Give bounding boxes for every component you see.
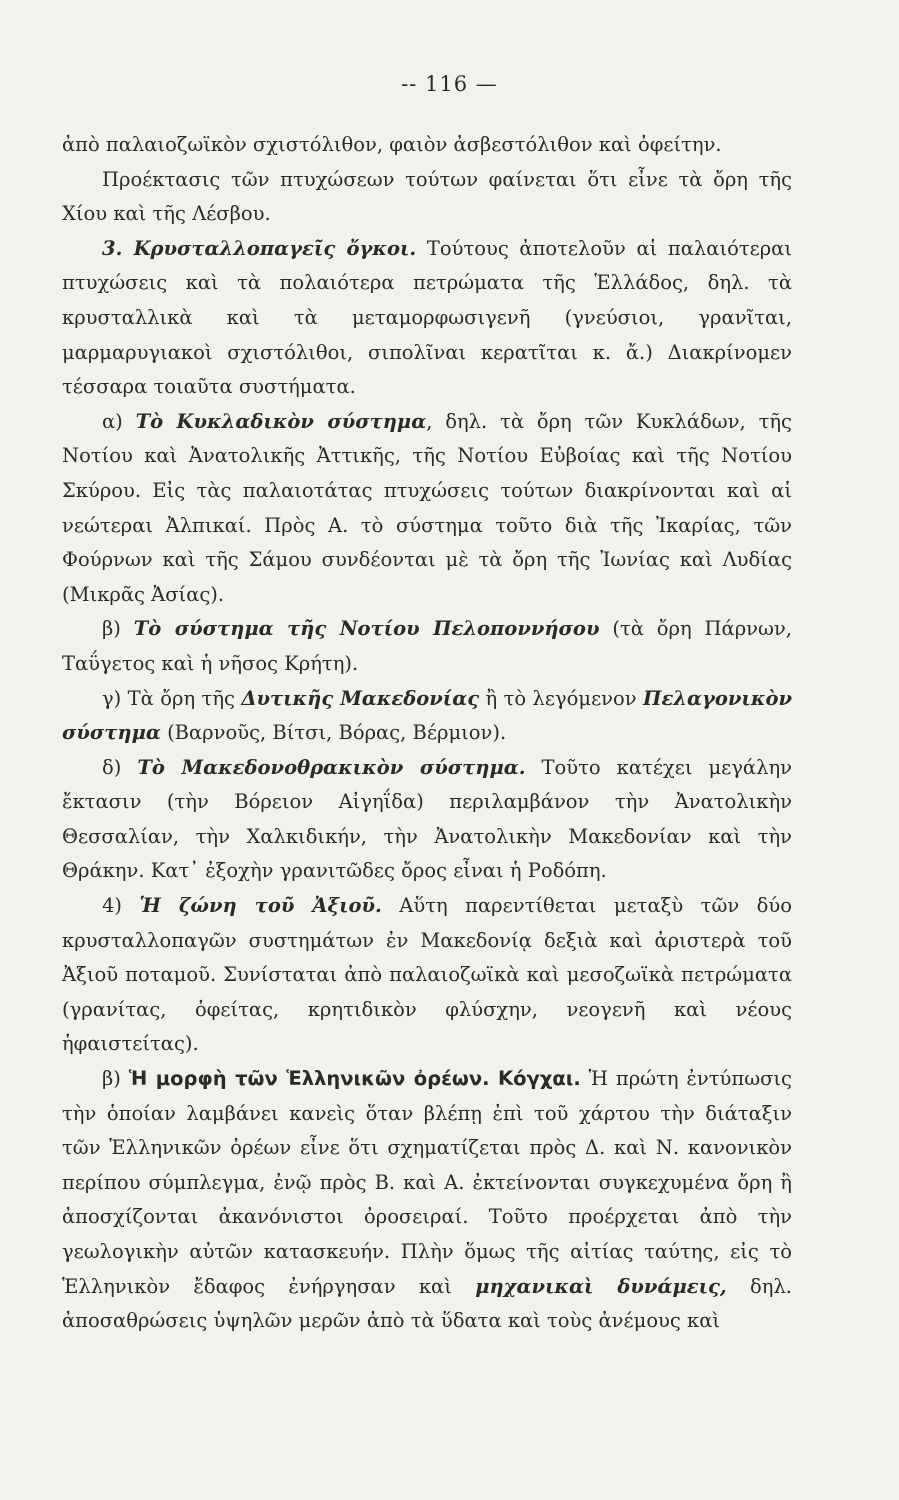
emphasis-text: Τὸ Κυκλαδικὸν σύστημα xyxy=(135,409,427,433)
text-run: , δηλ. τὰ ὄρη τῶν Κυκλάδων, τῆς Νοτίου καὶ Ἀνατολικῆς Ἀττικῆς, τῆς Νοτίου Εὐβοίας καὶ τῆς Νοτίου Σκύρου. Εἰς τὰς παλαιοτάτας πτυχώσεις τούτων διακρίνονται καὶ αἱ νεώτεραι Ἀλπικαί. Πρὸς Α. τὸ σύστημα τοῦτο διὰ τῆς Ἰκαρίας, τῶν Φούρνων καὶ τῆς Σάμου συνδέονται μὲ τὰ ὄρη τῆς Ἰωνίας καὶ Λυδίας (Μικρᾶς Ἀσίας). xyxy=(62,409,792,606)
body-text xyxy=(62,128,792,1339)
text-run: (Βαρνοῦς, Βίτσι, Βόρας, Βέρμιον). xyxy=(160,721,507,745)
emphasis-text: Τὸ Μακεδονοθρακικὸν σύστημα. xyxy=(137,755,526,779)
emphasis-text: Ἡ ζώνη τοῦ Ἀξιοῦ. xyxy=(139,894,382,918)
emphasis-text: Ἡ μορφὴ τῶν Ἑλληνικῶν ὀρέων. Κόγχαι. xyxy=(128,1067,581,1091)
text-run: Τούτους ἀποτελοῦν αἱ παλαιότεραι πτυχώσεις καὶ τὰ πολαιότερα πετρώματα τῆς Ἑλλάδος, δηλ. τὰ κρυσταλλικὰ καὶ τὰ μεταμορφωσιγενῆ (γνεύσιοι, γρανῖται, μαρμαρυγιακοὶ σχιστόλιθοι, σιπολῖναι κερατῖται κ. ἄ.) Διακρίνομεν τέσσαρα τοιαῦτα συστήματα. xyxy=(62,236,792,399)
text-run: ἢ τὸ λεγόμενον xyxy=(479,686,644,710)
emphasis-text: 3. Κρυσταλλοπαγεῖς ὄγκοι. xyxy=(102,236,417,260)
emphasis-text: μηχανικαὶ δυνάμεις, xyxy=(475,1274,727,1298)
text-run: Προέκτασις τῶν πτυχώσεων τούτων φαίνεται ὅτι εἶνε τὰ ὄρη τῆς Χίου καὶ τῆς Λέσβου. xyxy=(62,167,792,226)
emphasis-text: Δυτικῆς Μακεδονίας xyxy=(241,686,480,710)
page-number: -- 116 — xyxy=(401,72,498,96)
paragraph xyxy=(62,612,792,681)
text-run: (τὰ ὄρη Πάρνων, Ταΰγετος καὶ ἡ νῆσος Κρήτη). xyxy=(62,617,792,675)
text-run: Ἡ πρώτη ἐντύπωσις τὴν ὁποίαν λαμβάνει κανεὶς ὅταν βλέπῃ ἐπὶ τοῦ χάρτου τὴν διάταξιν τῶν Ἑλληνικῶν ὀρέων εἶνε ὅτι σχηματίζεται πρὸς Δ. καὶ Ν. κανονικὸν περίπου σύμπλεγμα, ἐνῷ πρὸς Β. καὶ Α. ἐκτείνονται συγκεχυμένα ὄρη ἢ ἀποσχίζονται ἀκανόνιστοι ὀροσειραί. Τοῦτο προέρχεται ἀπὸ τὴν γεωλογικὴν αὐτῶν κατασκευήν. Πλὴν ὅμως τῆς αἰτίας ταύτης, εἰς τὸ Ἑλληνικὸν ἔδαφος ἐνήργησαν καὶ xyxy=(62,1067,792,1298)
emphasis-text: Τὸ σύστημα τῆς Νοτίου Πελοποννήσου xyxy=(133,617,600,641)
text-run: β) xyxy=(102,617,134,641)
emphasis-text: Πελαγονικὸν σύστημα xyxy=(62,686,792,745)
paragraph xyxy=(62,889,792,1062)
paragraph xyxy=(62,1062,792,1339)
text-run: Τοῦτο κατέχει μεγάλην ἔκτασιν (τὴν Βόρειον Αἰγηΐδα) περιλαμβάνον τὴν Ἀνατολικὴν Θεσσαλίαν, τὴν Χαλκιδικήν, τὴν Ἀνατολικὴν Μακεδονίαν καὶ τὴν Θράκην. Κατ᾿ ἐξοχὴν γρανιτῶδες ὄρος εἶναι ἡ Ροδόπη. xyxy=(62,755,792,883)
paragraph xyxy=(62,128,792,163)
text-run: δ) xyxy=(102,755,138,779)
paragraph xyxy=(62,163,792,232)
text-run: β) xyxy=(102,1067,129,1091)
paragraph xyxy=(62,682,792,751)
paragraph xyxy=(62,232,792,405)
paragraph xyxy=(62,405,792,613)
text-run: Αὕτη παρεντίθεται μεταξὺ τῶν δύο κρυσταλλοπαγῶν συστημάτων ἐν Μακεδονίᾳ δεξιὰ καὶ ἀριστερὰ τοῦ Ἀξιοῦ ποταμοῦ. Συνίσταται ἀπὸ παλαιοζωϊκὰ καὶ μεσοζωϊκὰ πετρώματα (γρανίτας, ὀφείτας, κρητιδικὸν φλύσχην, νεογενῆ καὶ νέους ἡφαιστείτας). xyxy=(62,894,792,1056)
text-run: α) xyxy=(102,409,136,433)
paragraph xyxy=(62,751,792,889)
text-run: γ) Τὰ ὄρη τῆς xyxy=(102,686,242,710)
text-run: ἀπὸ παλαιοζωϊκὸν σχιστόλιθον, φαιὸν ἀσβεστόλιθον καὶ ὀφείτην. xyxy=(62,133,722,156)
text-run: 4) xyxy=(102,894,140,918)
text-run: δηλ. ἀποσαθρώσεις ὑψηλῶν μερῶν ἀπὸ τὰ ὕδατα καὶ τοὺς ἀνέμους καὶ xyxy=(62,1274,792,1333)
